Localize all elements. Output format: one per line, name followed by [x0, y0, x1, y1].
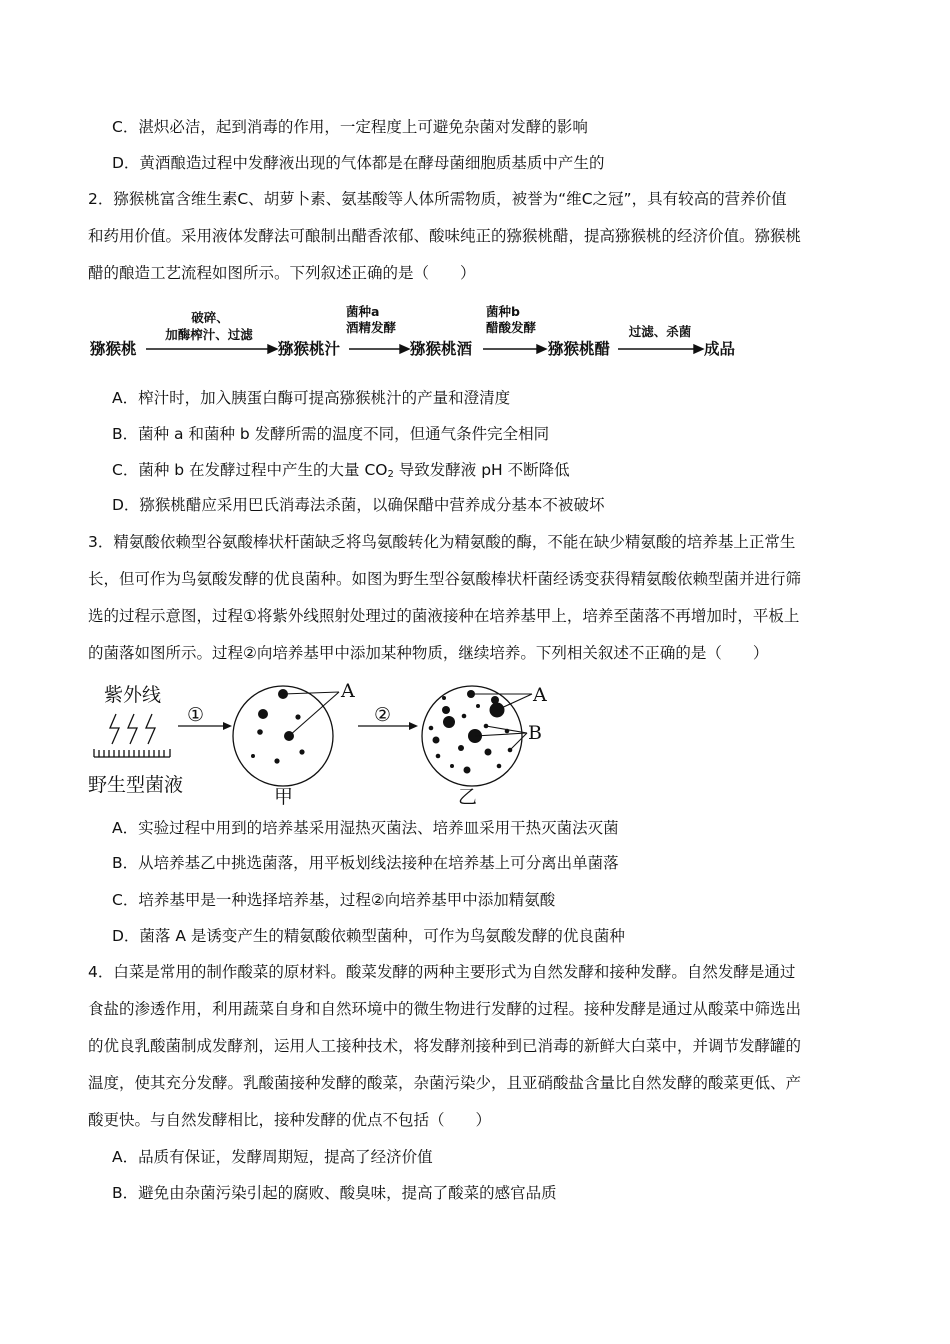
q2-option-b: B．菌种 a 和菌种 b 发酵所需的温度不同，但通气条件完全相同 [112, 425, 550, 443]
q4-stem-line-1: 4．白菜是常用的制作酸菜的原材料。酸菜发酵的两种主要形式为自然发酵和接种发酵。自然发酵是通过 [88, 963, 796, 981]
q1-option-d: D．黄酒酿造过程中发酵液出现的气体都是在酵母菌细胞质基质中产生的 [112, 154, 605, 172]
label-a-plate2: A [533, 684, 547, 706]
flow-node-wine: 猕猴桃酒 [410, 340, 473, 358]
q4-stem-line-5: 酸更快。与自然发酵相比，接种发酵的优点不包括（ ） [88, 1111, 492, 1129]
q3-option-b: B．从培养基乙中挑选菌落，用平板划线法接种在培养基上可分离出单菌落 [112, 854, 619, 872]
uv-label: 紫外线 [104, 684, 162, 706]
flow-step3-line1: 菌种b [486, 304, 520, 319]
q3-option-c: C．培养基甲是一种选择培养基，过程②向培养基甲中添加精氨酸 [112, 891, 556, 909]
q3-stem-line-4: 的菌落如图所示。过程②向培养基甲中添加某种物质，继续培养。下列相关叙述不正确的是（ ） [88, 644, 769, 662]
flow-step3-line2: 醋酸发酵 [486, 320, 537, 335]
q4-stem-line-4: 温度，使其充分发酵。乳酸菌接种发酵的酸菜，杂菌污染少，且亚硝酸盐含量比自然发酵的酸菜更低、产 [88, 1074, 802, 1092]
process-flow-diagram [90, 300, 750, 370]
q3-option-d: D．菌落 A 是诱变产生的精氨酸依赖型菌种，可作为鸟氨酸发酵的优良菌种 [112, 927, 625, 945]
q1-option-c: C．湛炽必洁，起到消毒的作用，一定程度上可避免杂菌对发酵的影响 [112, 118, 588, 136]
q4-option-a: A．品质有保证，发酵周期短，提高了经济价值 [112, 1148, 433, 1166]
q2-option-a: A．榨汁时，加入胰蛋白酶可提高猕猴桃汁的产量和澄清度 [112, 389, 511, 407]
flow-node-juice: 猕猴桃汁 [278, 340, 341, 358]
q3-stem-line-1: 3．精氨酸依赖型谷氨酸棒状杆菌缺乏将鸟氨酸转化为精氨酸的酶，不能在缺少精氨酸的培养基上正常生 [88, 533, 796, 551]
label-b-plate2: B [528, 722, 542, 744]
q2-option-d: D．猕猴桃醋应采用巴氏消毒法杀菌，以确保醋中营养成分基本不被破坏 [112, 496, 605, 514]
flow-node-product: 成品 [704, 340, 736, 358]
q4-option-b: B．避免由杂菌污染引起的腐败、酸臭味，提高了酸菜的感官品质 [112, 1184, 557, 1202]
flow-node-kiwi: 猕猴桃 [90, 340, 137, 358]
q2-stem-line-3: 醋的酿造工艺流程如图所示。下列叙述正确的是（ ） [88, 264, 476, 282]
q2-stem-line-1: 2．猕猴桃富含维生素C、胡萝卜素、氨基酸等人体所需物质，被誉为“维C之冠”，具有较高的营养价值 [88, 190, 787, 208]
q4-stem-line-3: 的优良乳酸菌制成发酵剂，运用人工接种技术，将发酵剂接种到已消毒的新鲜大白菜中，并调节发酵罐的 [88, 1037, 802, 1055]
q4-stem-line-2: 食盐的渗透作用，利用蔬菜自身和自然环境中的微生物进行发酵的过程。接种发酵是通过从酸菜中筛选出 [88, 1000, 802, 1018]
flow-node-vinegar: 猕猴桃醋 [548, 340, 611, 358]
q2-stem-line-2: 和药用价值。采用液体发酵法可酿制出醋香浓郁、酸味纯正的猕猴桃醋，提高猕猴桃的经济价值。猕猴桃 [88, 227, 802, 245]
plate-jia-label: 甲 [274, 786, 294, 808]
wild-type-label: 野生型菌液 [88, 774, 184, 796]
step-1-label: ① [187, 704, 205, 726]
q3-stem-line-3: 选的过程示意图，过程①将紫外线照射处理过的菌液接种在培养基甲上，培养至菌落不再增加时，平板上 [88, 607, 800, 625]
mutagenesis-figure [86, 678, 566, 808]
label-a-plate1: A [341, 680, 355, 702]
flow-step1-line2: 加酶榨汁、过滤 [165, 327, 253, 342]
flow-step2-line1: 菌种a [346, 304, 380, 319]
plate-yi-label: 乙 [458, 786, 478, 808]
flow-step1-line1: 破碎、 [191, 310, 229, 325]
step-2-label: ② [374, 704, 392, 726]
q3-stem-line-2: 长，但可作为鸟氨酸发酵的优良菌种。如图为野生型谷氨酸棒状杆菌经诱变获得精氨酸依赖型菌并进行筛 [88, 570, 802, 588]
q3-option-a: A．实验过程中用到的培养基采用湿热灭菌法、培养皿采用干热灭菌法灭菌 [112, 819, 619, 837]
flow-step4-line1: 过滤、杀菌 [628, 324, 692, 339]
flow-step2-line2: 酒精发酵 [346, 320, 397, 335]
q2-option-c: C．菌种 b 在发酵过程中产生的大量 $CO_2$ 导致发酵液 pH 不断降低 [112, 461, 570, 480]
